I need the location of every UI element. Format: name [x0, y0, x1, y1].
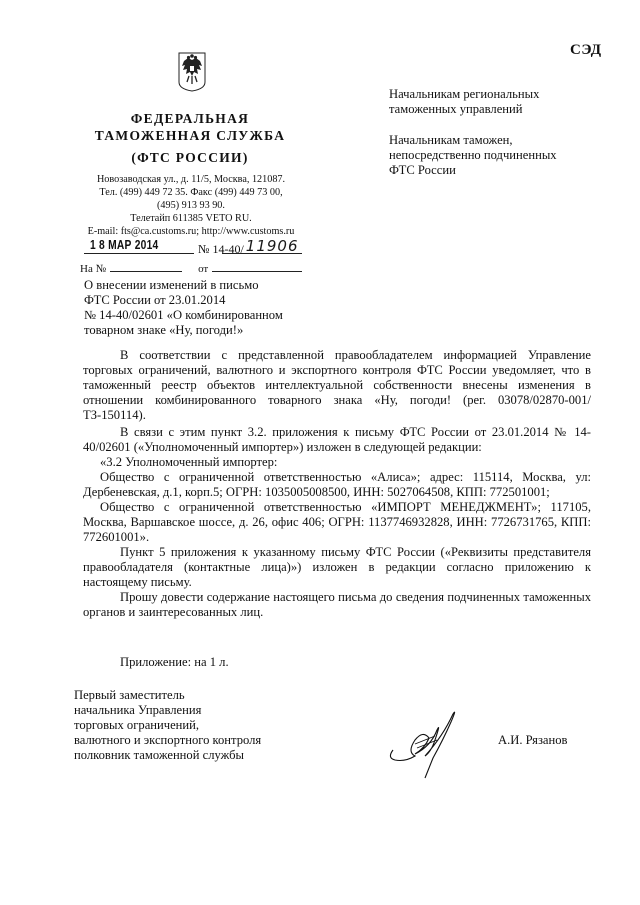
- position-line: торговых ограничений,: [74, 718, 200, 732]
- registration-number: [198, 239, 299, 257]
- addressee-line: Начальникам таможен,: [389, 133, 513, 147]
- subject-line: товарном знаке «Ну, погоди!»: [84, 323, 244, 337]
- teletype-line: Телетайп 611385 VETO RU.: [130, 213, 252, 224]
- address-line: Новозаводская ул., д. 11/5, Москва, 121087.: [96, 174, 286, 185]
- reference-number-blank: [110, 271, 182, 272]
- body-paragraph: Общество с ограниченной ответственностью «Алиса»; адрес: 115114, Москва, ул: Дербеневская, д.1, корп.5; ОГРН: 1035005008500, ИНН: 5027064508, КПП: 772501001;: [83, 470, 591, 499]
- registration-line: [72, 238, 312, 258]
- organization-name: [70, 110, 310, 166]
- signer-name: А.И. Рязанов: [498, 733, 568, 747]
- registration-number-prefix: № 14-40/: [198, 242, 244, 256]
- reference-date-label: от: [198, 263, 209, 275]
- body-paragraph: В соответствии с представленной правообладателем информацией Управление торговых ограничений, валютного и экспортного контроля ФТС России уведомляет, что в таможенный реестр объектов интеллектуальной собственности внесены изменения в отношении комбинированного товарного знака «Ну, погоди! (рег. 03078/02870-001/ ТЗ-150114).: [83, 348, 591, 422]
- position-line: Первый заместитель: [74, 688, 185, 702]
- body-paragraph: Прошу довести содержание настоящего письма до сведения подчиненных таможенных органов и заинтересованных лиц.: [83, 590, 591, 619]
- addressee-line: ФТС России: [389, 163, 456, 177]
- phone-line: (495) 913 93 90.: [157, 200, 225, 211]
- position-line: начальника Управления: [74, 703, 202, 717]
- addressee-line: непосредственно подчиненных: [389, 148, 557, 162]
- russian-coat-of-arms-icon: [178, 52, 206, 92]
- reference-line: [80, 263, 302, 275]
- body-paragraph: «3.2 Уполномоченный импортер:: [100, 455, 278, 469]
- sed-stamp: СЭД: [570, 42, 602, 58]
- letter-body: [83, 348, 591, 620]
- subject-line: О внесении изменений в письмо: [84, 278, 259, 292]
- body-paragraph: Пункт 5 приложения к указанному письму ФТС России («Реквизиты представителя правообладателя (контактные лица)») изложен в редакции согласно приложению к настоящему письму.: [83, 545, 591, 589]
- addressee-group: [389, 87, 619, 117]
- body-paragraph: В связи с этим пункт 3.2. приложения к письму ФТС России от 23.01.2014 № 14-40/02601 («Уполномоченный импортер») изложен в следующей редакции:: [83, 425, 591, 454]
- org-line: (ФТС РОССИИ): [131, 150, 249, 165]
- org-line: ФЕДЕРАЛЬНАЯ: [130, 111, 250, 126]
- addressee-group: [389, 133, 619, 178]
- email-line: E-mail: fts@ca.customs.ru; http://www.customs.ru: [87, 226, 295, 237]
- position-line: валютного и экспортного контроля: [74, 733, 262, 747]
- addressees: [389, 87, 619, 178]
- position-line: полковник таможенной службы: [74, 748, 245, 762]
- registration-number-handwritten: 11906: [245, 237, 299, 255]
- letter-subject: [84, 278, 344, 338]
- subject-line: № 14-40/02601 «О комбинированном: [84, 308, 283, 322]
- phone-line: Тел. (499) 449 72 35. Факс (499) 449 73 00,: [99, 187, 283, 198]
- subject-line: ФТС России от 23.01.2014: [84, 293, 226, 307]
- date-underline: [84, 253, 194, 254]
- signatory-position: [74, 688, 334, 763]
- org-contact-details: [60, 173, 322, 238]
- body-paragraph: Общество с ограниченной ответственностью «ИМПОРТ МЕНЕДЖМЕНТ»; 117105, Москва, Варшавское шоссе, д. 26, офис 406; ОГРН: 1137746932828, ИНН: 7726731765, КПП: 772601001».: [83, 500, 591, 544]
- addressee-line: Начальникам региональных: [389, 87, 540, 101]
- org-line: ТАМОЖЕННАЯ СЛУЖБА: [94, 128, 286, 143]
- reference-number-label: На №: [80, 263, 107, 275]
- attachment-note: Приложение: на 1 л.: [120, 655, 229, 669]
- handwritten-signature-icon: [385, 700, 475, 780]
- addressee-line: таможенных управлений: [389, 102, 523, 116]
- reference-date-blank: [212, 271, 302, 272]
- registration-date-stamp: 1 8 МАР 2014: [90, 238, 159, 252]
- number-underline: [222, 253, 302, 254]
